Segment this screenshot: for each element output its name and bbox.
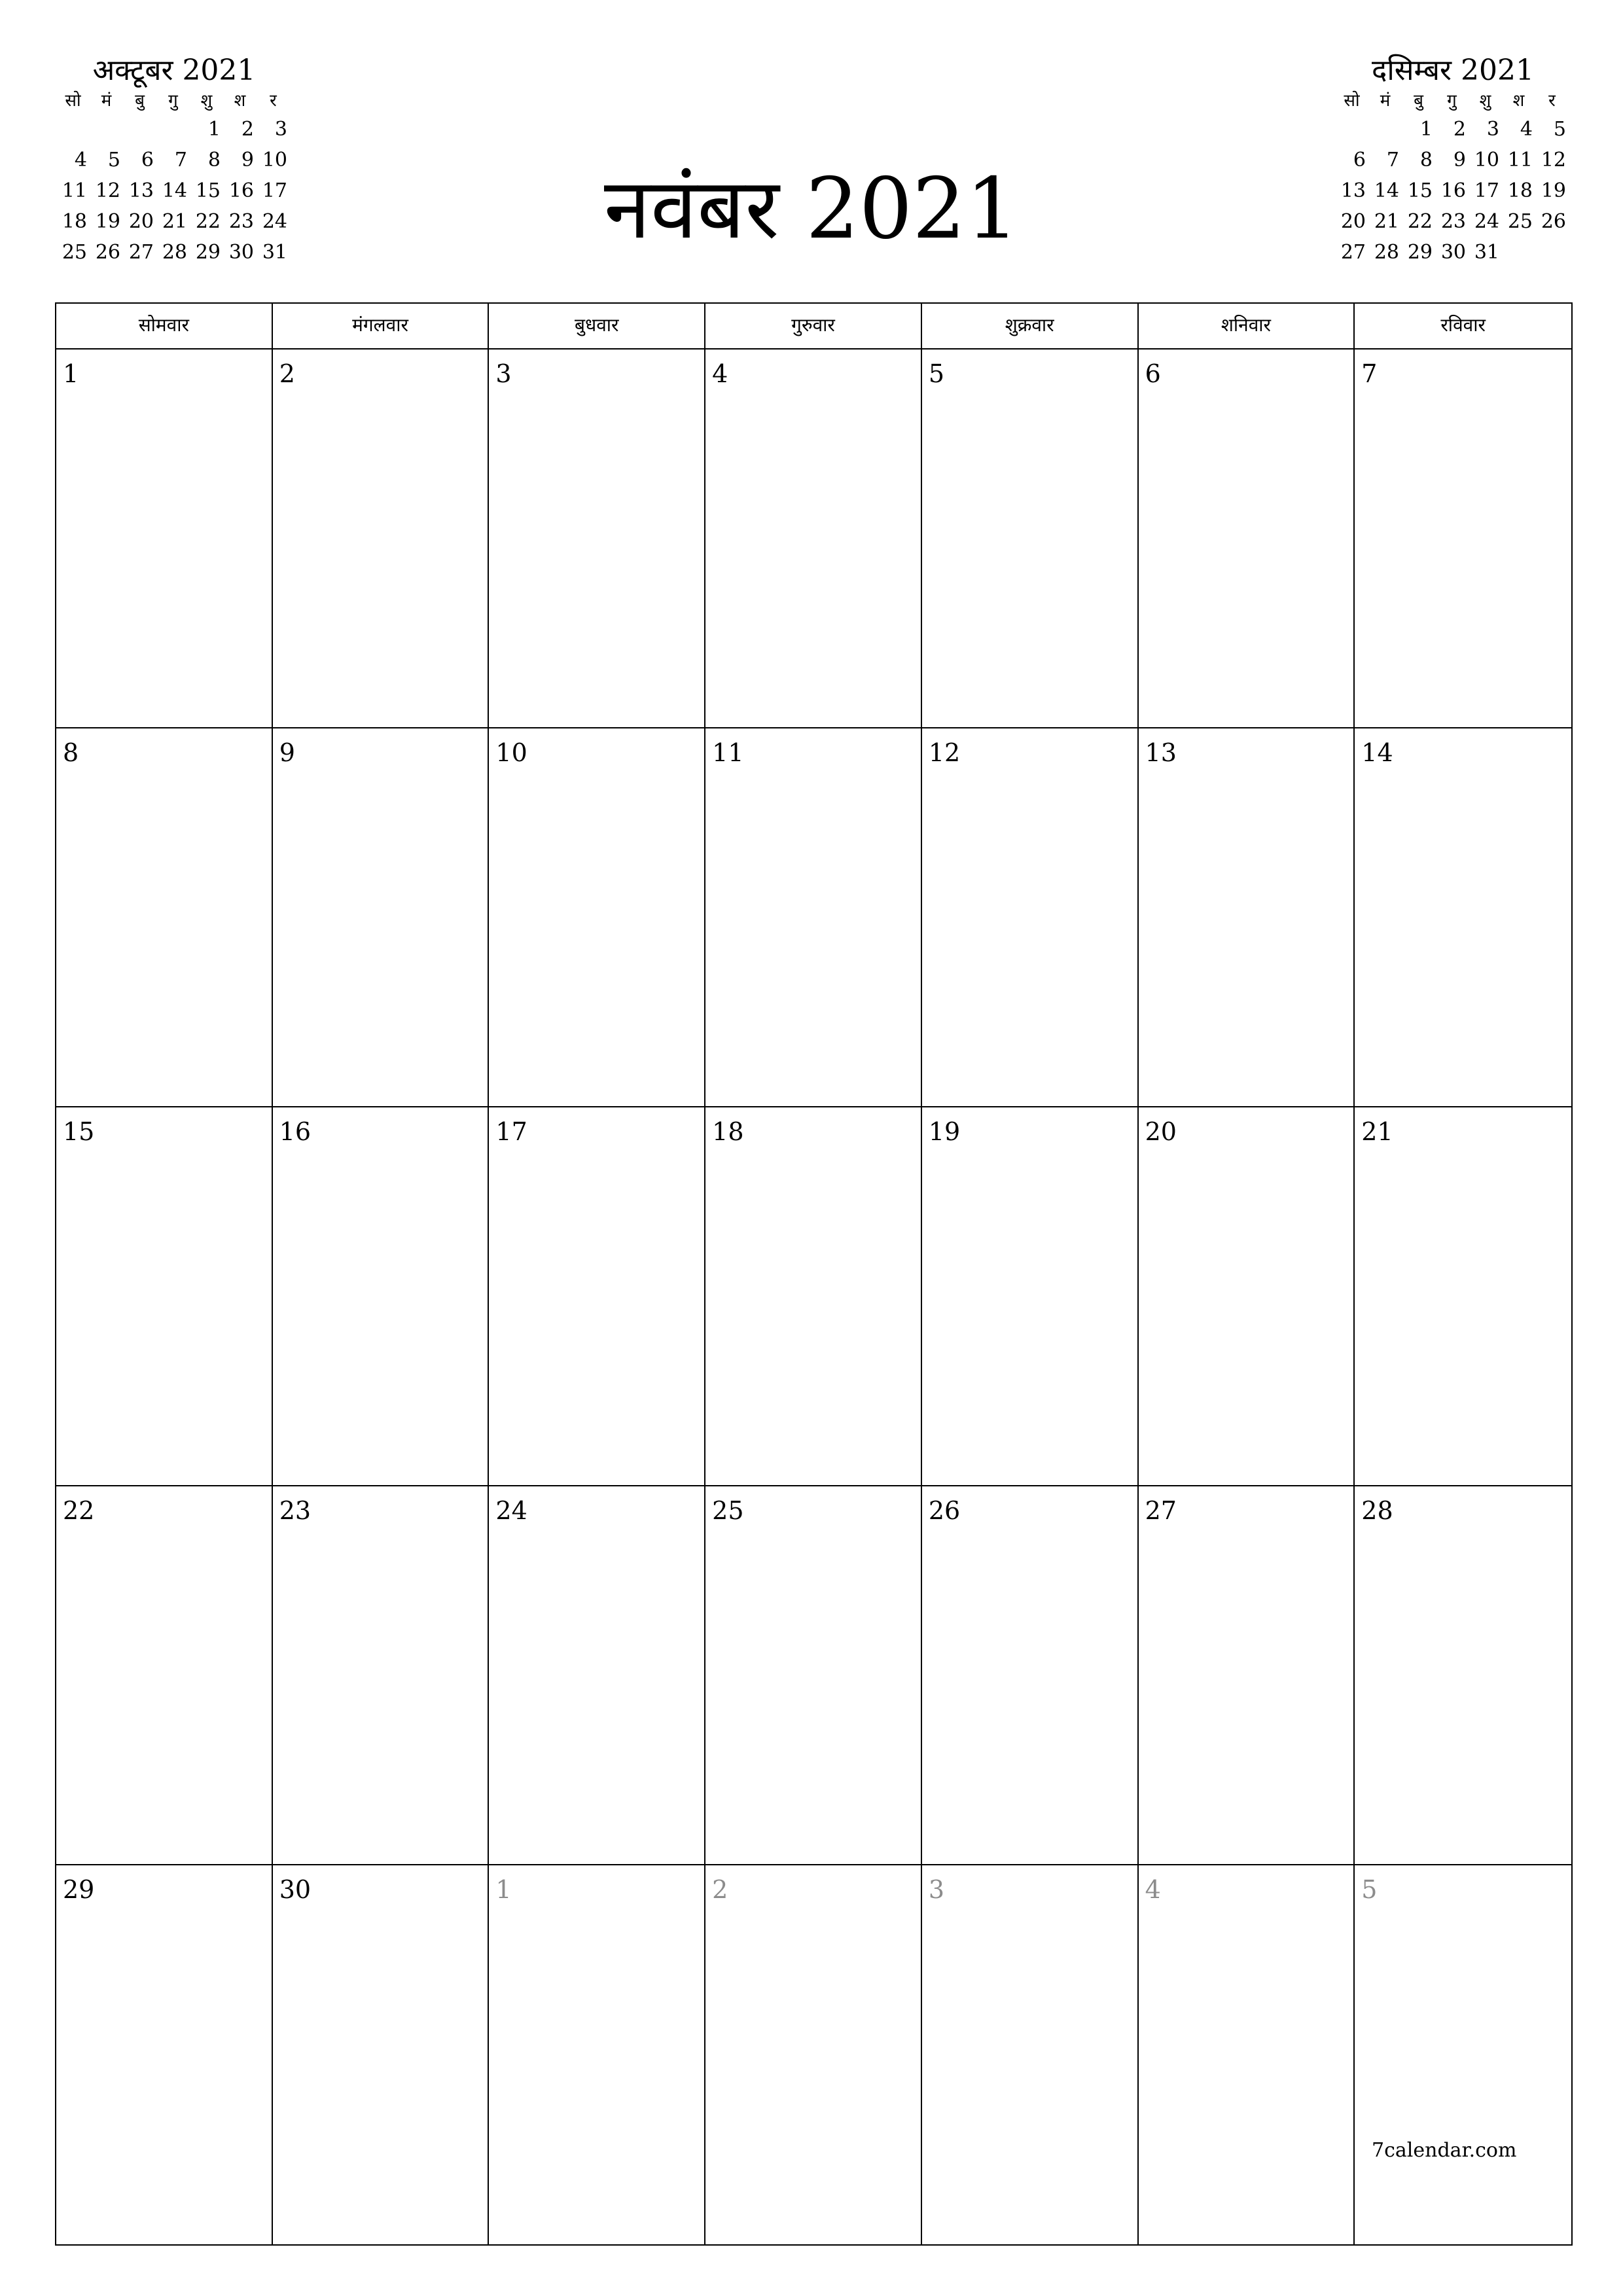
mini-weekday-label: बु <box>135 91 145 111</box>
day-number: 21 <box>1361 1117 1393 1146</box>
day-number: 17 <box>495 1117 527 1146</box>
mini-day: 7 <box>174 149 187 171</box>
day-number: 10 <box>495 738 527 767</box>
mini-day: 26 <box>1541 210 1566 233</box>
mini-day: 22 <box>195 210 221 233</box>
mini-weekday-label: गु <box>168 91 178 111</box>
day-number: 5 <box>1361 1875 1378 1904</box>
mini-day: 5 <box>107 149 120 171</box>
day-number: 18 <box>712 1117 744 1146</box>
day-number: 22 <box>63 1496 95 1525</box>
day-number: 29 <box>63 1875 95 1904</box>
mini-day: 12 <box>1541 149 1566 171</box>
day-number: 23 <box>279 1496 312 1525</box>
mini-day: 31 <box>1474 241 1499 264</box>
mini-day: 2 <box>241 118 254 141</box>
day-number: 9 <box>279 738 295 767</box>
mini-day: 9 <box>241 149 254 171</box>
mini-day: 21 <box>1374 210 1399 233</box>
weekday-header: मंगलवार <box>273 304 490 350</box>
day-number: 16 <box>279 1117 312 1146</box>
day-number: 1 <box>495 1875 512 1904</box>
mini-day: 5 <box>1553 118 1566 141</box>
day-number: 5 <box>928 359 945 388</box>
mini-day: 19 <box>1541 179 1566 202</box>
mini-calendar-title: दसिम्बर 2021 <box>1372 54 1534 87</box>
mini-day <box>90 114 123 145</box>
day-number: 4 <box>712 359 728 388</box>
mini-day: 14 <box>162 179 187 202</box>
mini-day: 8 <box>207 149 221 171</box>
day-cell[interactable] <box>489 350 705 728</box>
day-cell[interactable] <box>489 1865 705 2244</box>
day-cell[interactable] <box>1355 728 1571 1107</box>
day-number: 20 <box>1145 1117 1177 1146</box>
day-number: 8 <box>63 738 79 767</box>
weekday-header: गुरुवार <box>705 304 922 350</box>
day-number: 11 <box>712 738 744 767</box>
mini-day: 18 <box>62 210 87 233</box>
day-cell[interactable] <box>1355 350 1571 728</box>
mini-weekday-label: र <box>270 91 277 111</box>
day-number: 30 <box>279 1875 312 1904</box>
mini-weekday-label: सो <box>65 91 81 111</box>
mini-weekday-label: मं <box>101 91 112 111</box>
mini-calendar-title: अक्टूबर 2021 <box>92 54 256 87</box>
mini-day: 3 <box>1486 118 1499 141</box>
weekday-header: शनिवार <box>1139 304 1355 350</box>
mini-day: 6 <box>141 149 154 171</box>
weekday-header: बुधवार <box>489 304 705 350</box>
weekday-header: शुक्रवार <box>922 304 1139 350</box>
day-cell[interactable] <box>922 1865 1139 2244</box>
day-number: 3 <box>928 1875 945 1904</box>
mini-day: 25 <box>62 241 87 264</box>
mini-calendar-weekday-row <box>56 88 292 114</box>
weekday-header: सोमवार <box>56 304 273 350</box>
day-number: 25 <box>712 1496 744 1525</box>
mini-day: 30 <box>228 241 254 264</box>
day-cell[interactable] <box>489 1107 705 1486</box>
mini-day: 13 <box>128 179 154 202</box>
day-number: 28 <box>1361 1496 1393 1525</box>
mini-day: 1 <box>1419 118 1433 141</box>
mini-day <box>156 114 190 145</box>
day-number: 27 <box>1145 1496 1177 1525</box>
day-cell[interactable] <box>705 1486 922 1865</box>
mini-day: 23 <box>1440 210 1466 233</box>
mini-day: 4 <box>74 149 87 171</box>
month-grid <box>55 302 1573 2246</box>
mini-calendar-days <box>1335 114 1571 268</box>
mini-day <box>123 114 156 145</box>
mini-day: 10 <box>262 149 287 171</box>
day-number: 1 <box>63 359 79 388</box>
mini-day: 23 <box>228 210 254 233</box>
mini-day: 16 <box>228 179 254 202</box>
mini-weekday-label: श <box>1512 91 1525 111</box>
day-cell[interactable] <box>1355 1107 1571 1486</box>
mini-calendar-days <box>56 114 292 268</box>
day-cell[interactable] <box>56 728 273 1107</box>
day-number: 7 <box>1361 359 1378 388</box>
mini-day: 20 <box>1340 210 1366 233</box>
weekday-header: रविवार <box>1355 304 1571 350</box>
day-cell[interactable] <box>273 1865 490 2244</box>
day-cell[interactable] <box>1139 728 1355 1107</box>
mini-calendar-december <box>1335 54 1571 268</box>
day-cell[interactable] <box>705 728 922 1107</box>
mini-day: 9 <box>1453 149 1466 171</box>
mini-day <box>1535 237 1569 268</box>
day-cell[interactable] <box>489 1486 705 1865</box>
mini-weekday-label: र <box>1548 91 1556 111</box>
day-cell[interactable] <box>273 1486 490 1865</box>
mini-weekday-label: मं <box>1380 91 1391 111</box>
mini-weekday-label: बु <box>1414 91 1423 111</box>
mini-day: 2 <box>1453 118 1466 141</box>
mini-day: 30 <box>1440 241 1466 264</box>
mini-day: 11 <box>62 179 87 202</box>
mini-day: 27 <box>1340 241 1366 264</box>
day-number: 12 <box>928 738 961 767</box>
day-cell[interactable] <box>1139 1486 1355 1865</box>
mini-day: 29 <box>195 241 221 264</box>
day-number: 14 <box>1361 738 1393 767</box>
mini-day: 29 <box>1407 241 1433 264</box>
mini-day: 4 <box>1520 118 1533 141</box>
day-number: 2 <box>712 1875 728 1904</box>
mini-day: 14 <box>1374 179 1399 202</box>
day-cell[interactable] <box>273 1107 490 1486</box>
mini-day: 13 <box>1340 179 1366 202</box>
mini-day: 24 <box>1474 210 1499 233</box>
day-cell[interactable] <box>922 1486 1139 1865</box>
mini-day <box>1502 237 1535 268</box>
mini-day: 10 <box>1474 149 1499 171</box>
day-cell[interactable] <box>922 1107 1139 1486</box>
mini-day: 17 <box>262 179 287 202</box>
day-cell[interactable] <box>489 728 705 1107</box>
mini-day: 28 <box>162 241 187 264</box>
day-number: 3 <box>495 359 512 388</box>
mini-day: 12 <box>95 179 120 202</box>
day-cell[interactable] <box>1139 350 1355 728</box>
day-cell[interactable] <box>273 350 490 728</box>
mini-weekday-label: शु <box>200 91 213 111</box>
mini-weekday-label: शु <box>1479 91 1491 111</box>
mini-day: 19 <box>95 210 120 233</box>
day-number: 26 <box>928 1496 961 1525</box>
mini-day: 15 <box>195 179 221 202</box>
day-number: 4 <box>1145 1875 1161 1904</box>
mini-weekday-label: गु <box>1447 91 1457 111</box>
day-cell[interactable] <box>56 1107 273 1486</box>
day-number: 2 <box>279 359 295 388</box>
day-cell[interactable] <box>56 350 273 728</box>
mini-day: 3 <box>274 118 287 141</box>
day-number: 19 <box>928 1117 961 1146</box>
day-cell[interactable] <box>56 1486 273 1865</box>
day-cell[interactable] <box>1355 1865 1571 2244</box>
mini-day: 31 <box>262 241 287 264</box>
mini-day: 24 <box>262 210 287 233</box>
mini-day: 11 <box>1507 149 1533 171</box>
mini-day <box>56 114 90 145</box>
mini-day: 18 <box>1507 179 1533 202</box>
day-number: 13 <box>1145 738 1177 767</box>
day-cell[interactable] <box>1139 1865 1355 2244</box>
mini-weekday-label: सो <box>1344 91 1360 111</box>
day-number: 15 <box>63 1117 95 1146</box>
day-cell[interactable] <box>1355 1486 1571 1865</box>
mini-day: 16 <box>1440 179 1466 202</box>
mini-calendar-weekday-row <box>1335 88 1571 114</box>
mini-calendar-october <box>56 54 292 268</box>
mini-day <box>1335 114 1368 145</box>
mini-day: 28 <box>1374 241 1399 264</box>
mini-day: 7 <box>1386 149 1399 171</box>
day-cell[interactable] <box>705 1107 922 1486</box>
day-number: 24 <box>495 1496 527 1525</box>
day-number: 6 <box>1145 359 1161 388</box>
mini-day: 27 <box>128 241 154 264</box>
mini-day: 17 <box>1474 179 1499 202</box>
page-title: नवंबर 2021 <box>603 160 1020 258</box>
day-cell[interactable] <box>922 728 1139 1107</box>
mini-day: 22 <box>1407 210 1433 233</box>
day-cell[interactable] <box>56 1865 273 2244</box>
day-cell[interactable] <box>922 350 1139 728</box>
day-cell[interactable] <box>705 350 922 728</box>
mini-day: 15 <box>1407 179 1433 202</box>
mini-day: 21 <box>162 210 187 233</box>
mini-day: 25 <box>1507 210 1533 233</box>
mini-day: 1 <box>207 118 221 141</box>
day-cell[interactable] <box>1139 1107 1355 1486</box>
day-cell[interactable] <box>705 1865 922 2244</box>
mini-day: 6 <box>1353 149 1366 171</box>
day-cell[interactable] <box>273 728 490 1107</box>
mini-day: 8 <box>1419 149 1433 171</box>
mini-day: 20 <box>128 210 154 233</box>
mini-day <box>1368 114 1402 145</box>
watermark: 7calendar.com <box>1372 2139 1517 2162</box>
mini-weekday-label: श <box>234 91 246 111</box>
mini-day: 26 <box>95 241 120 264</box>
